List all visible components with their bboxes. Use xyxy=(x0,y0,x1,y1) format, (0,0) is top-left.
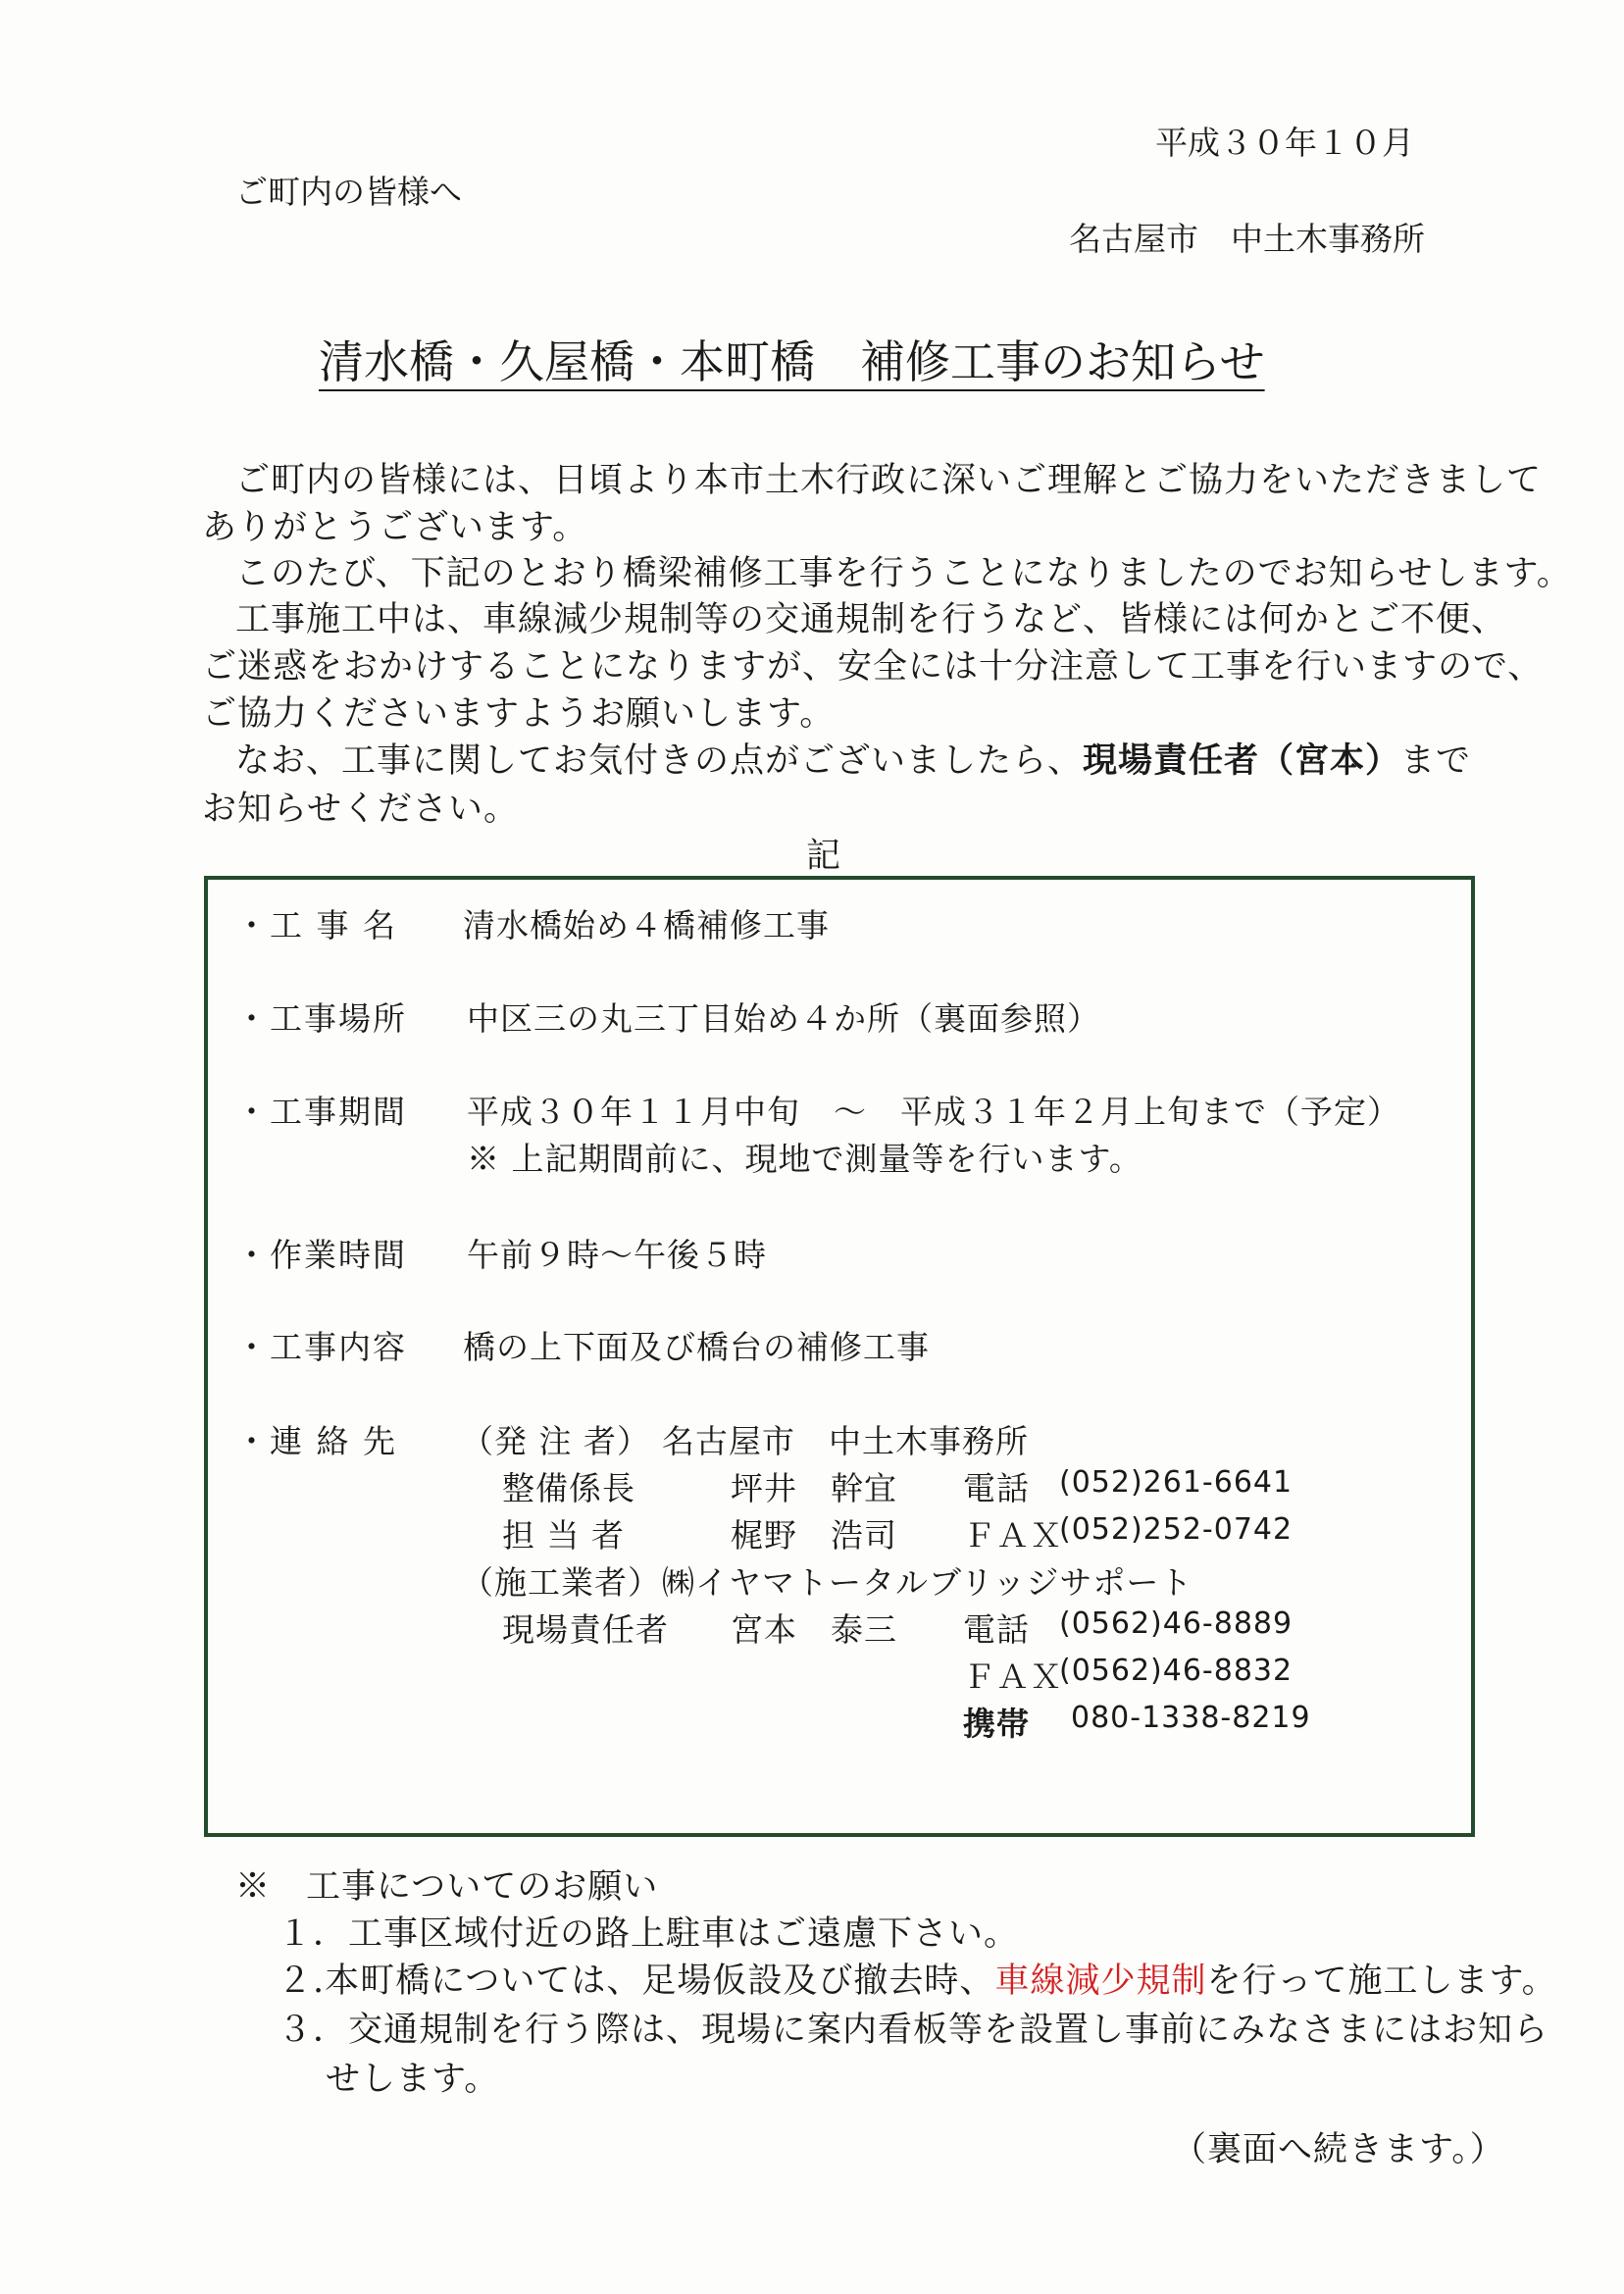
project-period-label: ・工事期間 xyxy=(235,1093,407,1131)
ki-heading: 記 xyxy=(806,837,842,876)
contact-1-title: 整備係長 xyxy=(502,1469,635,1507)
project-place-label: ・工事場所 xyxy=(235,999,407,1038)
orderer-role: （発 注 者） xyxy=(461,1422,650,1460)
contact-3-number: (0562)46-8889 xyxy=(1059,1606,1294,1641)
contact-3-type: 電話 xyxy=(963,1610,1030,1649)
request-3: ３．交通規制を行う際は、現場に案内看板等を設置し事前にみなさまにはお知ら xyxy=(278,2011,1549,2050)
project-name-label: ・工 事 名 xyxy=(235,906,397,944)
contact-2-type: ＦＡＸ xyxy=(963,1516,1063,1555)
lane-restriction-highlight: 車線減少規制 xyxy=(994,1962,1207,2001)
work-hours-label: ・作業時間 xyxy=(235,1236,407,1274)
contact-1-type: 電話 xyxy=(963,1469,1030,1507)
project-name-value: 清水橋始め４橋補修工事 xyxy=(463,906,830,944)
intro-line-1: ご町内の皆様には、日頃より本市土木行政に深いご理解とご協力をいただきまして xyxy=(235,461,1543,500)
addressee: ご町内の皆様へ xyxy=(235,173,462,211)
work-content-label: ・工事内容 xyxy=(235,1328,407,1366)
intro-line-7 xyxy=(235,734,1471,783)
intro-line-7-c: まで xyxy=(1400,741,1472,781)
request-1: １．工事区域付近の路上駐車はご遠慮下さい。 xyxy=(278,1914,1020,1954)
sender: 名古屋市 中土木事務所 xyxy=(1069,220,1425,258)
project-period-note: ※ 上記期間前に、現地で測量等を行います。 xyxy=(467,1140,1142,1178)
work-hours-value: 午前９時～午後５時 xyxy=(467,1236,767,1274)
site-manager-mention: 現場責任者（宮本） xyxy=(1083,740,1401,781)
request-2-c: を行って施工します。 xyxy=(1206,1962,1557,2001)
request-3-cont: せします。 xyxy=(326,2060,500,2099)
contact-2-number: (052)252-0742 xyxy=(1059,1512,1294,1547)
intro-line-4: 工事施工中は、車線減少規制等の交通規制を行うなど、皆様には何かとご不便、 xyxy=(235,600,1507,639)
contractor-name: ㈱イヤマトータルブリッジサポート xyxy=(662,1563,1193,1602)
request-2 xyxy=(278,1954,1557,2003)
contact-label: ・連 絡 先 xyxy=(235,1422,397,1460)
contact-1-name: 坪井 幹宜 xyxy=(731,1469,897,1507)
intro-line-8: お知らせください。 xyxy=(202,790,519,829)
intro-line-7-a: なお、工事に関してお気付きの点がございましたら、 xyxy=(235,741,1084,781)
contact-2-name: 梶野 浩司 xyxy=(731,1516,897,1555)
contact-5-type: 携帯 xyxy=(963,1705,1030,1743)
requests-heading: ※ 工事についてのお願い xyxy=(235,1867,659,1907)
contact-4-number: (0562)46-8832 xyxy=(1059,1654,1294,1688)
contact-3-title: 現場責任者 xyxy=(502,1610,669,1649)
intro-line-6: ご協力くださいますようお願いします。 xyxy=(202,694,836,734)
contractor-role: （施工業者） xyxy=(461,1563,661,1602)
contact-5-number: 080-1338-8219 xyxy=(1071,1701,1311,1735)
work-content-value: 橋の上下面及び橋台の補修工事 xyxy=(463,1328,930,1366)
contact-2-title: 担 当 者 xyxy=(502,1516,625,1555)
document-date: 平成３０年１０月 xyxy=(1155,124,1414,162)
intro-line-5: ご迷惑をおかけすることになりますが、安全には十分注意して工事を行いますので、 xyxy=(202,647,1544,687)
contact-4-type: ＦＡＸ xyxy=(963,1657,1063,1696)
page-title: 清水橋・久屋橋・本町橋 補修工事のお知らせ xyxy=(319,335,1265,388)
contact-1-number: (052)261-6641 xyxy=(1059,1465,1294,1500)
continued-note: （裏面へ続きます。） xyxy=(1172,2130,1505,2169)
project-place-value: 中区三の丸三丁目始め４か所（裏面参照） xyxy=(467,999,1100,1038)
intro-line-3: このたび、下記のとおり橋梁補修工事を行うことになりましたのでお知らせします。 xyxy=(235,554,1572,593)
contact-3-name: 宮本 泰三 xyxy=(731,1610,897,1649)
orderer-name: 名古屋市 中土木事務所 xyxy=(662,1422,1029,1460)
intro-line-2: ありがとうございます。 xyxy=(202,508,588,547)
request-2-a: ２.本町橋については、足場仮設及び撤去時、 xyxy=(278,1962,995,2001)
project-period-value: 平成３０年１１月中旬 ～ 平成３１年２月上旬まで（予定） xyxy=(467,1093,1400,1131)
